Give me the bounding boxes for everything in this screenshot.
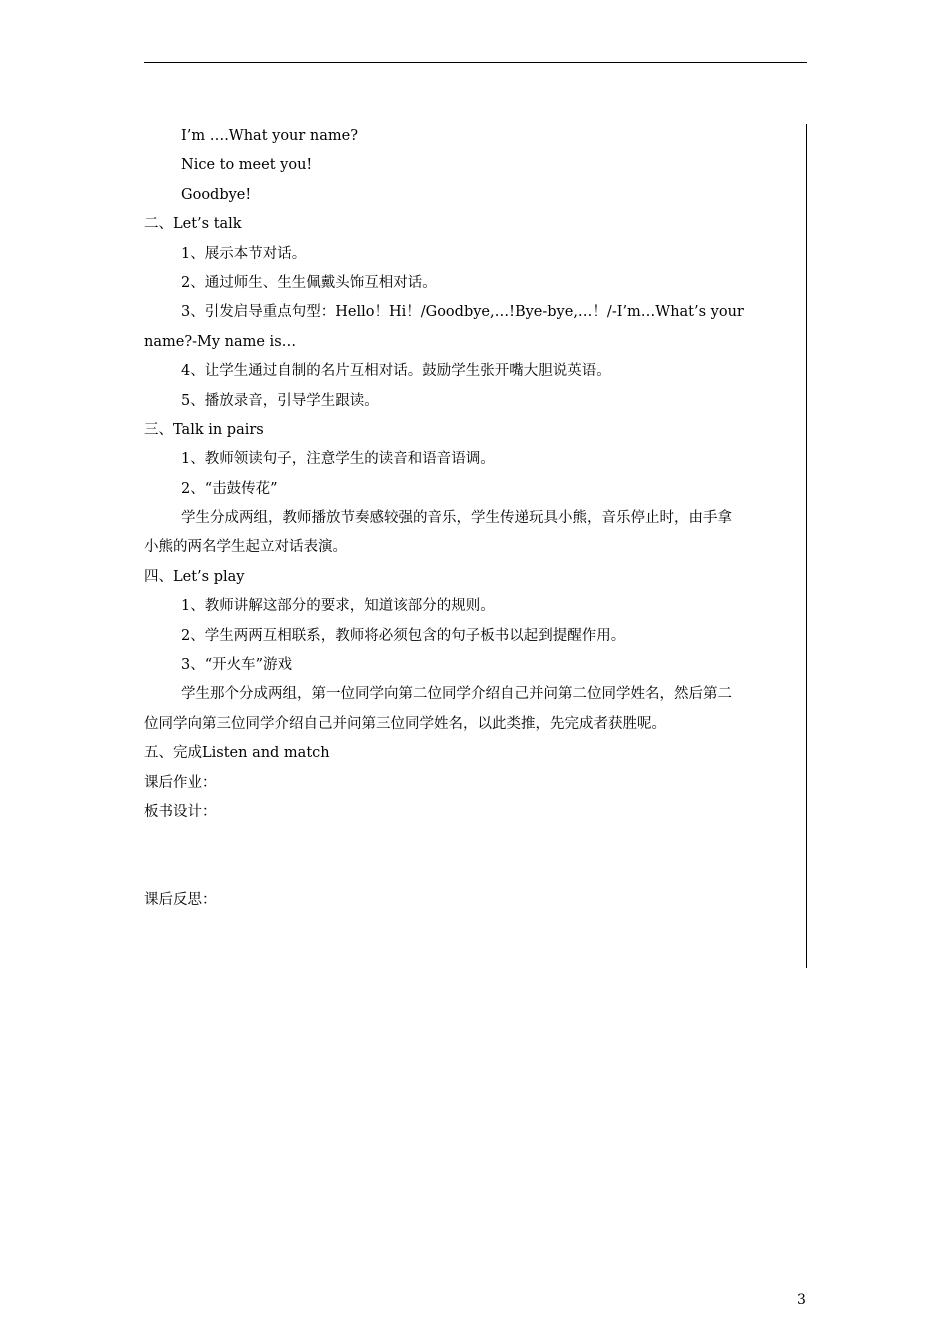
paragraph-line: 学生那个分成两组，第一位同学向第二位同学介绍自己并问第二位同学姓名，然后第二 xyxy=(181,686,732,703)
list-item: 4、让学生通过自制的名片互相对话。鼓励学生张开嘴大胆说英语。 xyxy=(181,363,611,380)
list-item: 2、学生两两互相联系，教师将必须包含的句子板书以起到提醒作用。 xyxy=(181,627,626,644)
list-item: 3、“开火车”游戏 xyxy=(181,657,293,674)
list-item: 2、通过师生、生生佩戴头饰互相对话。 xyxy=(181,274,437,291)
paragraph-line: 位同学向第三位同学介绍自己并问第三位同学姓名，以此类推，先完成者获胜呢。 xyxy=(144,715,666,732)
list-item: 1、教师领读句子，注意学生的读音和语音语调。 xyxy=(181,451,495,468)
list-item: 5、播放录音，引导学生跟读。 xyxy=(181,392,379,409)
list-item-continuation: name?-My name is… xyxy=(144,333,297,350)
section-heading-talk-in-pairs: 三、Talk in pairs xyxy=(144,421,264,438)
lesson-plan-body xyxy=(144,122,807,916)
section-heading-listen-and-match: 五、完成Listen and match xyxy=(144,745,330,762)
dialogue-line-intro: I’m ….What your name? xyxy=(181,128,359,144)
section-heading-lets-play: 四、Let’s play xyxy=(144,568,245,585)
blank-space xyxy=(144,827,807,886)
homework-label: 课后作业： xyxy=(144,774,217,791)
page-number: 3 xyxy=(797,1292,806,1308)
board-design-label: 板书设计： xyxy=(144,803,217,820)
dialogue-line-nice: Nice to meet you! xyxy=(181,157,313,174)
paragraph-line: 小熊的两名学生起立对话表演。 xyxy=(144,539,347,556)
list-item: 1、教师讲解这部分的要求，知道该部分的规则。 xyxy=(181,598,495,615)
reflection-label: 课后反思： xyxy=(144,892,217,909)
list-item: 2、“击鼓传花” xyxy=(181,480,278,497)
list-item: 1、展示本节对话。 xyxy=(181,245,307,262)
dialogue-line-goodbye: Goodbye! xyxy=(181,186,252,203)
header-rule xyxy=(144,62,807,63)
list-item: 3、引发启导重点句型：Hello！Hi！/Goodbye,…!Bye-bye,…！/-I’m…What’s your xyxy=(181,304,744,321)
paragraph-line: 学生分成两组，教师播放节奏感较强的音乐，学生传递玩具小熊，音乐停止时，由手拿 xyxy=(181,510,732,527)
section-heading-lets-talk: 二、Let’s talk xyxy=(144,216,242,233)
